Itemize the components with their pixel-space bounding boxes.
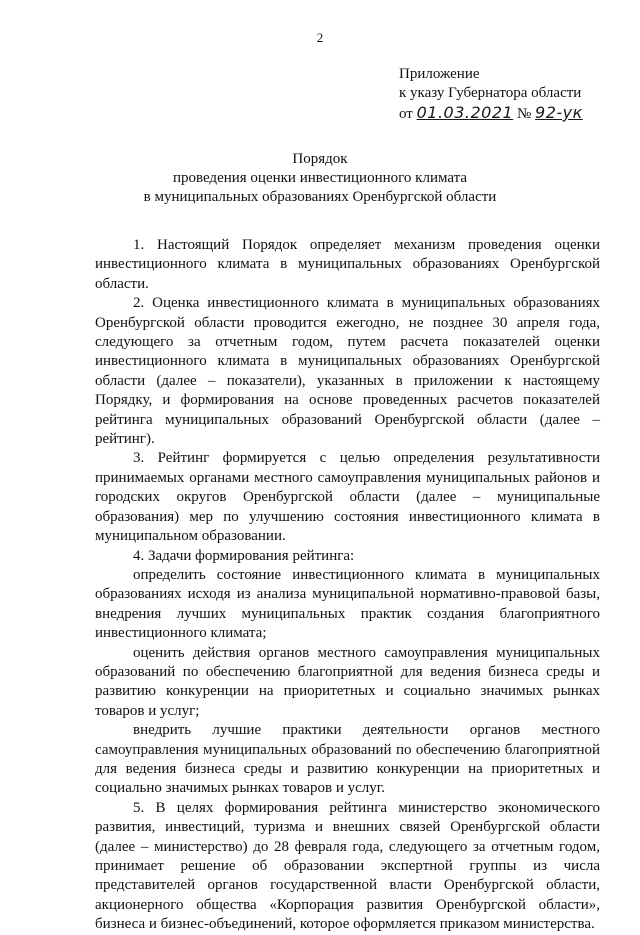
title-line-1: Порядок bbox=[292, 151, 348, 167]
paragraph-5: 5. В целях формирования рейтинга министерство экономического развития, инвестиций, туризма и внешних связей Оренбургской области (далее – министерство) до 28 февраля года, следующего за отчетным годом, принимает решение об образовании экспертной группы из числа представителей органов государственной власти Оренбургской области, акционерного общества «Корпорация развития Оренбургской области», бизнеса и бизнес-объединений, которое оформляется приказом министерства. bbox=[95, 799, 600, 933]
page-number: 2 bbox=[316, 30, 324, 45]
paragraph-1: 1. Настоящий Порядок определяет механизм проведения оценки инвестиционного климата в муниципальных образованиях Оренбургской области. bbox=[95, 237, 600, 292]
task-item-2: оценить действия органов местного самоуправления муниципальных образований по обеспечению благоприятной для ведения бизнеса среды и развитию конкуренции на приоритетных и социально значимых рынках товаров и услуг; bbox=[95, 644, 600, 719]
handwritten-date: 01.03.2021 bbox=[416, 103, 514, 122]
title-line-3: в муниципальных образованиях Оренбургской области bbox=[143, 189, 497, 205]
appendix-decree-ref: к указу Губернатора области bbox=[399, 85, 582, 101]
appendix-label: Приложение bbox=[399, 66, 480, 82]
task-item-1: определить состояние инвестиционного климата в муниципальных образованиях исходя из анализа муниципальной нормативно-правовой базы, внедрения лучших муниципальных практик создания благоприятного инвестиционного климата; bbox=[95, 566, 600, 642]
handwritten-number: 92-ук bbox=[535, 103, 583, 122]
paragraph-3: 3. Рейтинг формируется с целью определения результативности принимаемых органами местного самоуправления муниципальных районов и городских округов Оренбургской области (далее – муниципальные образования) мер по улучшению состояния инвестиционного климата в муниципальном образовании. bbox=[95, 450, 600, 545]
paragraph-4: 4. Задачи формирования рейтинга: bbox=[133, 547, 355, 564]
date-prefix: от bbox=[399, 106, 413, 122]
number-prefix: № bbox=[516, 106, 532, 122]
paragraph-2: 2. Оценка инвестиционного климата в муниципальных образованиях Оренбургской области проводится ежегодно, не позднее 30 апреля года, следующего за отчетным годом, путем расчета показателей оценки инвестиционного климата в муниципальных образованиях Оренбургской области (далее – показатели), указанных в приложении к настоящему Порядку, и формирования на основе проведенных расчетов показателей рейтинга муниципальных образований Оренбургской области (далее – рейтинг). bbox=[95, 295, 600, 448]
title-line-2: проведения оценки инвестиционного климата bbox=[172, 170, 468, 186]
document-body bbox=[95, 236, 600, 935]
task-item-3: внедрить лучшие практики деятельности органов местного самоуправления муниципальных образований по обеспечению благоприятной для ведения бизнеса среды и развитию конкуренции на приоритетных и социально значимых рынках товаров и услуг. bbox=[95, 722, 600, 797]
appendix-header bbox=[399, 65, 583, 124]
document-title bbox=[0, 150, 640, 207]
appendix-date-line bbox=[399, 103, 583, 124]
